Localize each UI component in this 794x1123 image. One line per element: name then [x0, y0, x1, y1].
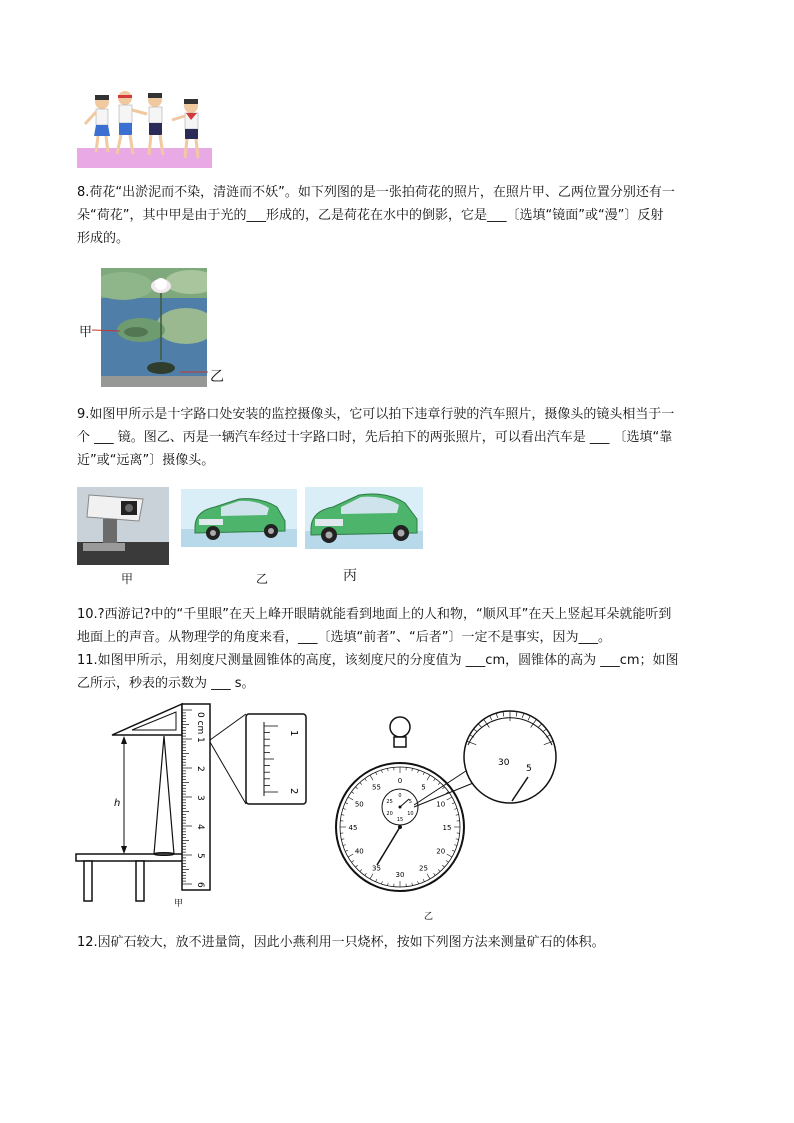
inner-dial-number: 20	[386, 811, 393, 817]
car-photo-yi	[181, 489, 297, 547]
ruler-number: 2	[195, 766, 205, 772]
dial-number: 20	[436, 847, 446, 856]
lotus-pointer-jia	[92, 328, 122, 334]
dial-number: 25	[419, 864, 428, 873]
q12-line1: 12.因矿石较大，放不进量筒，因此小燕利用一只烧杯，按如下列图方法来测量矿石的体积。	[77, 935, 605, 950]
stopwatch-figure	[330, 695, 560, 920]
dial-number: 50	[354, 800, 364, 809]
ruler-number: 5	[195, 853, 205, 859]
dial-number: 15	[442, 824, 452, 832]
dial-number: 0	[397, 777, 403, 785]
q8-line3: 形成的。	[77, 231, 130, 246]
ruler-number: 6	[195, 882, 205, 888]
zoom-tick-1: 1	[288, 730, 299, 737]
q11-line2: 乙所示，秒表的示数为 ___ s。	[77, 676, 255, 691]
h-label: h	[114, 798, 121, 809]
q8-line2: 朵“荷花”，其中甲是由于光的___形成的，乙是荷花在水中的倒影，它是___〔选填“镜面”或“漫”〕反射	[77, 208, 664, 223]
dial-number: 45	[348, 824, 358, 832]
q10-line2: 地面上的声音。从物理学的角度来看，___〔选填“前者”、“后者”〕一定不是事实，因为___。	[77, 630, 611, 645]
lotus-pointer-yi	[180, 366, 210, 374]
zoom-dial-5: 5	[526, 764, 532, 774]
dial-number: 10	[436, 800, 446, 809]
car-label-bing: 丙	[343, 568, 357, 584]
dial-number: 40	[354, 847, 364, 856]
inner-dial-number: 15	[396, 817, 404, 823]
q10-line1: 10.?西游记?中的“千里眼”在天上峰开眼睛就能看到地面上的人和物，“顺风耳”在天上竖起耳朵就能听到	[77, 607, 672, 622]
dial-number: 30	[395, 871, 405, 879]
q9-line3: 近”或“远离”〕摄像头。	[77, 453, 215, 468]
question-8	[77, 181, 717, 250]
q9-line1: 9.如图甲所示是十字路口处安装的监控摄像头，它可以拍下违章行驶的汽车照片，摄像头的镜头相当于一	[77, 407, 675, 422]
ruler-cone-figure	[74, 700, 314, 910]
inner-dial-number: 25	[386, 799, 393, 805]
inner-dial-number: 10	[407, 811, 414, 817]
dial-number: 5	[421, 783, 426, 792]
q11-line1: 11.如图甲所示，用刻度尺测量圆锥体的高度，该刻度尺的分度值为 ___cm，圆锥体的高为 ___cm；如图	[77, 653, 679, 668]
question-11	[77, 649, 717, 695]
q8-line1: 8.荷花“出淤泥而不染，清涟而不妖”。如下列图的是一张拍荷花的照片，在照片甲、乙两位置分别还有一	[77, 185, 675, 200]
dial-number: 35	[372, 864, 381, 873]
camera-label-jia: 甲	[121, 572, 134, 586]
inner-dial-number: 5	[408, 799, 412, 805]
dial-number: 55	[372, 783, 381, 792]
q9-line2: 个 ___ 镜。图乙、丙是一辆汽车经过十字路口时，先后拍下的两张照片，可以看出汽车是 ___ 〔选填“靠	[77, 430, 673, 445]
car-photo-bing	[305, 487, 423, 549]
question-10	[77, 603, 717, 649]
question-9	[77, 403, 717, 472]
zoom-dial-30: 30	[498, 758, 510, 768]
ruler-unit: 0 cm	[195, 712, 205, 735]
ruler-number: 4	[195, 824, 205, 830]
lotus-label-yi: 乙	[210, 369, 224, 385]
question-12	[77, 931, 717, 954]
figure-label-jia: 甲	[174, 899, 184, 909]
lotus-label-jia: 甲	[79, 325, 93, 340]
camera-photo	[77, 487, 169, 565]
car-label-yi: 乙	[256, 572, 269, 586]
zoom-tick-2: 2	[288, 788, 299, 795]
figure-label-yi: 乙	[424, 912, 434, 920]
ruler-number: 1	[195, 737, 205, 743]
ruler-number: 3	[195, 795, 205, 801]
inner-dial-number: 0	[398, 793, 402, 799]
children-game-photo	[77, 80, 212, 168]
